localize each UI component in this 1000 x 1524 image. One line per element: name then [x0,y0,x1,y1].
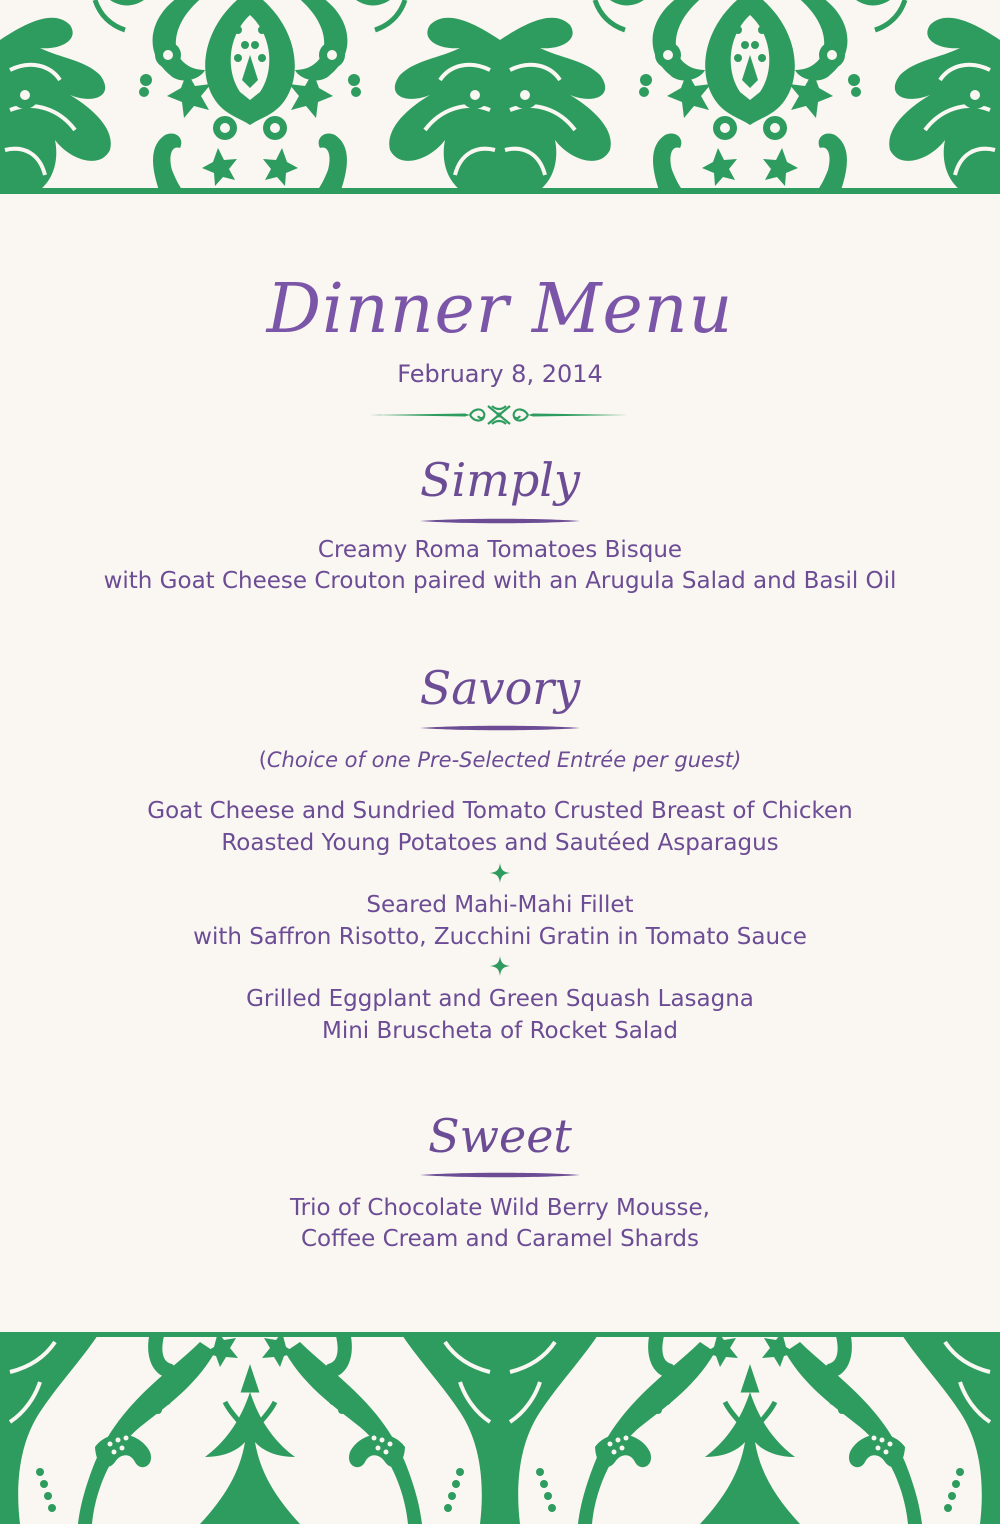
menu-item-line: with Saffron Risotto, Zucchini Gratin in Tomato Sauce [193,924,807,950]
bottom-damask-border [0,1332,1000,1524]
menu-item-line: Grilled Eggplant and Green Squash Lasagna [246,986,754,1012]
menu-content [0,194,1000,1332]
four-point-star-icon [490,863,510,883]
menu-date: February 8, 2014 [397,360,603,388]
savory-note [0,746,1000,774]
menu-item-line: Goat Cheese and Sundried Tomato Crusted Breast of Chicken [147,798,853,824]
menu-title: Dinner Menu [266,270,734,349]
menu-item-line: Mini Bruscheta of Rocket Salad [321,1018,678,1044]
menu-item-line: Creamy Roma Tomatoes Bisque [317,537,683,563]
section-underline [420,725,580,731]
note-text: Choice of one Pre-Selected Entrée per guest) [266,748,742,772]
four-point-star-icon [490,956,510,976]
section-underline [420,518,580,524]
menu-item-line: Roasted Young Potatoes and Sautéed Asparagus [221,830,779,856]
menu-item-line: Seared Mahi-Mahi Fillet [366,892,634,918]
top-damask-border [0,0,1000,194]
scroll-ornament-icon [370,400,628,430]
section-title-simply: Simply [420,453,580,507]
damask-pattern-icon [0,1332,1000,1524]
note-open-paren: ( [258,748,267,772]
section-title-savory: Savory [419,661,581,715]
damask-pattern-icon [0,0,1000,194]
menu-item-line: Trio of Chocolate Wild Berry Mousse, [290,1195,710,1221]
section-underline [420,1172,580,1178]
section-title-sweet: Sweet [428,1109,572,1163]
menu-item-line: Coffee Cream and Caramel Shards [300,1226,699,1252]
menu-item-line: with Goat Cheese Crouton paired with an Arugula Salad and Basil Oil [103,568,897,594]
